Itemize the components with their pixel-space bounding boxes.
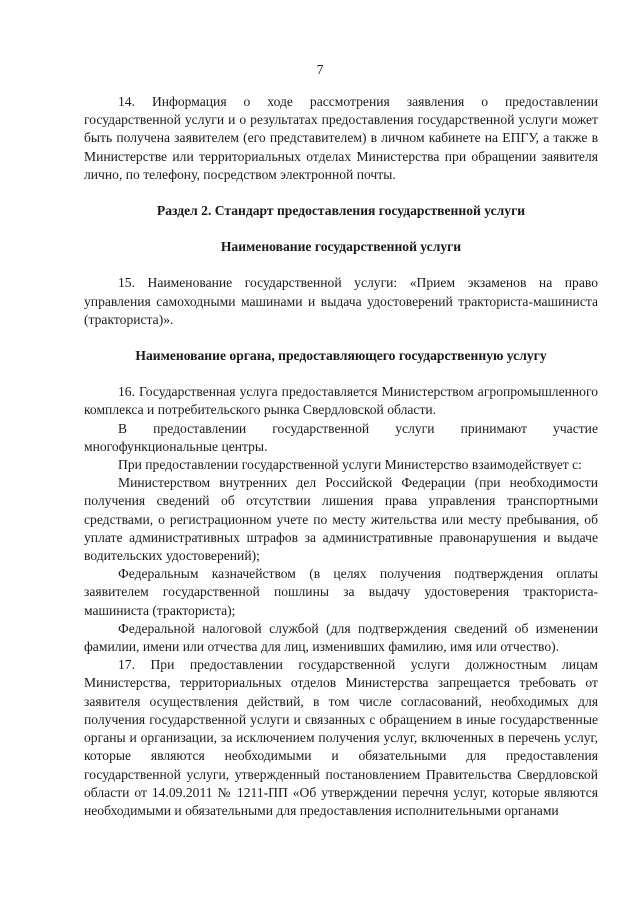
- subheading-authority: Наименование органа, предоставляющего государственную услугу: [135, 348, 547, 364]
- paragraph-16-mfc: В предоставлении государственной услуги принимают участие многофункциональные центры.: [84, 420, 598, 454]
- paragraph-16-tax: Федеральной налоговой службой (для подтверждения сведений об изменении фамилии, имени или отчества для лиц, изменивших фамилию, имя или отчество).: [84, 620, 598, 655]
- paragraph-16-treasury: Федеральным казначейством (в целях получения подтверждения оплаты заявителем государственной пошлины за выдачу удостоверения тракториста-машиниста (тракториста);: [84, 566, 598, 618]
- paragraph-16-mvd: Министерством внутренних дел Российской Федерации (при необходимости получения сведений об отсутствии лишения права управления транспортными средствами, о регистрационном учете по месту жительства или месту пребывания, об уплате административных штрафов за административные правонарушения и выдаче водительских удостоверений);: [84, 475, 598, 564]
- subheading-service-name: Наименование государственной услуги: [220, 239, 462, 255]
- paragraph-16: 16. Государственная услуга предоставляется Министерством агропромышленного комплекса и потребительского рынка Свердловской области.: [84, 384, 598, 418]
- paragraph-15: 15. Наименование государственной услуги: «Прием экзаменов на право управления самоходными машинами и выдача удостоверений тракториста-машиниста (тракториста)».: [84, 275, 598, 327]
- section-heading: Раздел 2. Стандарт предоставления государственной услуги: [156, 203, 526, 219]
- paragraph-17: 17. При предоставлении государственной услуги должностным лицам Министерства, территориальных отделов Министерства запрещается требовать от заявителя осуществления действий, в том числе согласований, необходимых для получения государственной услуги и связанных с обращением в иные государственные органы и организации, за исключением получения услуг, включенных в перечень услуг, которые являются необходимыми и обязательными для предоставления государственной услуги, утвержденный постановлением Правительства Свердловской области от 14.09.2011 № 1211-ПП «Об утверждении перечня услуг, которые являются необходимыми и обязательными для предоставления исполнительными органами: [84, 657, 598, 818]
- paragraph-14: 14. Информация о ходе рассмотрения заявления о предоставлении государственной услуги и о результатах предоставления государственной услуги может быть получена заявителем (его представителем) в личном кабинете на ЕПГУ, а также в Министерстве или территориальных отделах Министерства при обращении заявителя лично, по телефону, посредством электронной почты.: [84, 94, 598, 182]
- document-body: [84, 93, 598, 820]
- paragraph-16-interaction: При предоставлении государственной услуги Министерство взаимодействует с:: [118, 457, 582, 473]
- page-number: 7: [316, 62, 324, 77]
